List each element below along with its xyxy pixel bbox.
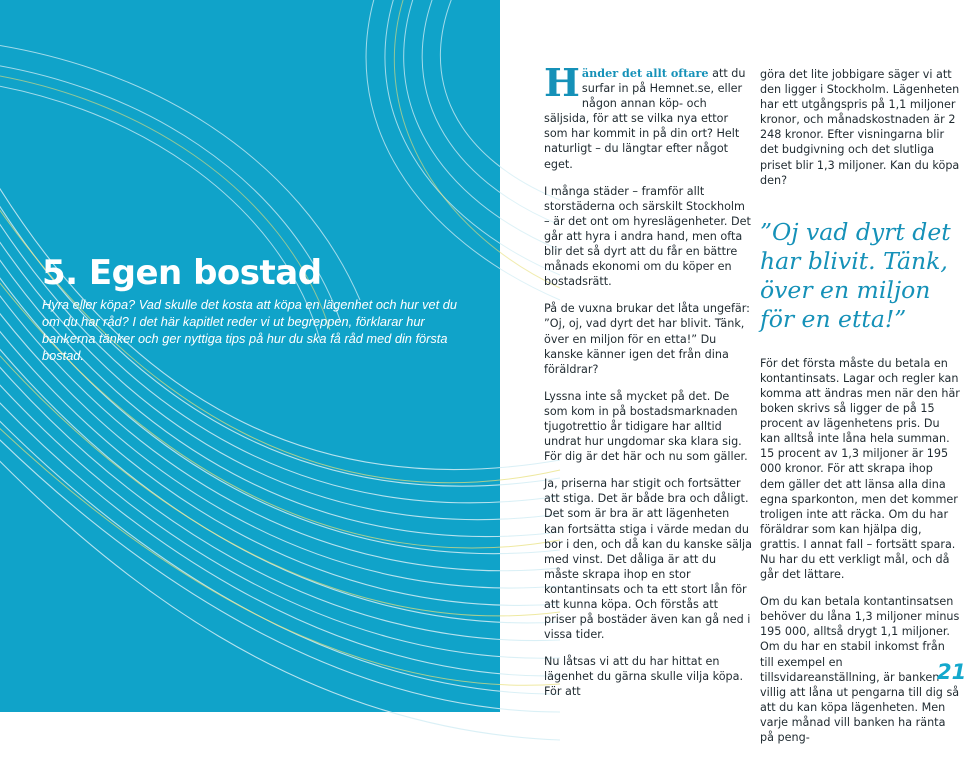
article-paragraph-8: För det första måste du betala en kontantinsats. Lagar och regler kan komma att ändras men när den här boken skrivs så ligger de på 15 procent av lägenhetens pris. Du kan alltså inte låna hela summan. 15 procent av 1,3 miljoner är 195 000 kronor. För att skrapa ihop dem gäller det att länsa alla dina egna sparkonton, men det kommer troligen inte att räcka. Om du har föräldrar som kan hjälpa dig, grattis. I annat fall – fortsätt spara. Nu har du ett verkligt mål, och då går det lättare. (760, 356, 960, 582)
drop-cap: H (544, 60, 580, 105)
article-column-1 (544, 60, 752, 712)
article-paragraph-1 (544, 60, 752, 172)
article-paragraph-1-text: att du surfar in på Hemnet.se, eller någon annan köp- och säljsida, för att se vilka nya ettor som har kommit in på din ort? Helt naturligt – du längtar efter något eget. (544, 67, 746, 171)
chapter-cover-panel (0, 0, 500, 712)
article-paragraph-2: I många städer – framför allt storstäderna och särskilt Stockholm – är det ont om hyreslägenheter. Det går att hyra i andra hand, men ofta blir det så dyrt att du får en bättre månads ekonomi om du köper en bostadsrätt. (544, 184, 751, 289)
page-number: 21 (937, 660, 966, 684)
article-paragraph-6: Nu låtsas vi att du har hittat en lägenhet du gärna skulle vilja köpa. För att (544, 655, 744, 699)
chapter-intro: Hyra eller köpa? Vad skulle det kosta att köpa en lägenhet och hur vet du om du har råd? I det här kapitlet reder vi ut begreppen, förklarar hur bankerna tänker och ger nyttiga tips på hur du ska få råd med din första bostad. (42, 297, 457, 363)
article-paragraph-9: Om du kan betala kontantinsatsen behöver du låna 1,3 miljoner minus 195 000, alltså drygt 1,1 miljoner. Om du har en stabil inkomst från till exempel en tillsvidareanställning, är banken villig att låna ut pengarna till dig så att du kan köpa lägenheten. Men varje månad vill banken ha ränta på peng- (760, 595, 960, 744)
article-lead: änder det allt oftare (581, 66, 709, 80)
article-paragraph-4: Lyssna inte så mycket på det. De som kom in på bostadsmarknaden tjugotrettio år tidigare har alltid undrat hur ungdomar ska klara sig. För dig är det här och nu som gäller. (544, 389, 748, 464)
chapter-title: 5. Egen bostad (42, 253, 322, 293)
pull-quote: ”Oj vad dyrt det har blivit. Tänk, över en miljon för en etta!” (760, 217, 951, 333)
article-paragraph-5: Ja, priserna har stigit och fortsätter att stiga. Det är både bra och dåligt. Det som är bra är att lägenheten kan fortsätta stiga i värde medan du bor i den, och då kan du kanske sälja med vinst. Det dåliga är att du måste skrapa ihop en stor kontantinsats och ta ett stort lån för att kunna köpa. Och förstås att priser på bostäder även kan gå ned i vissa tider. (544, 477, 752, 642)
article-column-2 (760, 67, 960, 757)
article-paragraph-3: På de vuxna brukar det låta ungefär: ”Oj, oj, vad dyrt det har blivit. Tänk, över en miljon för en etta!” Du kanske känner igen det från dina föräldrar? (544, 302, 750, 376)
article-paragraph-7: göra det lite jobbigare säger vi att den ligger i Stockholm. Lägenheten har ett utgångspris på 1,1 miljoner kronor, och månadskostnaden är 2 248 kronor. Efter visningarna blir det budgivning och det slutliga priset blir 1,3 miljoner. Kan du köpa den? (760, 68, 960, 187)
